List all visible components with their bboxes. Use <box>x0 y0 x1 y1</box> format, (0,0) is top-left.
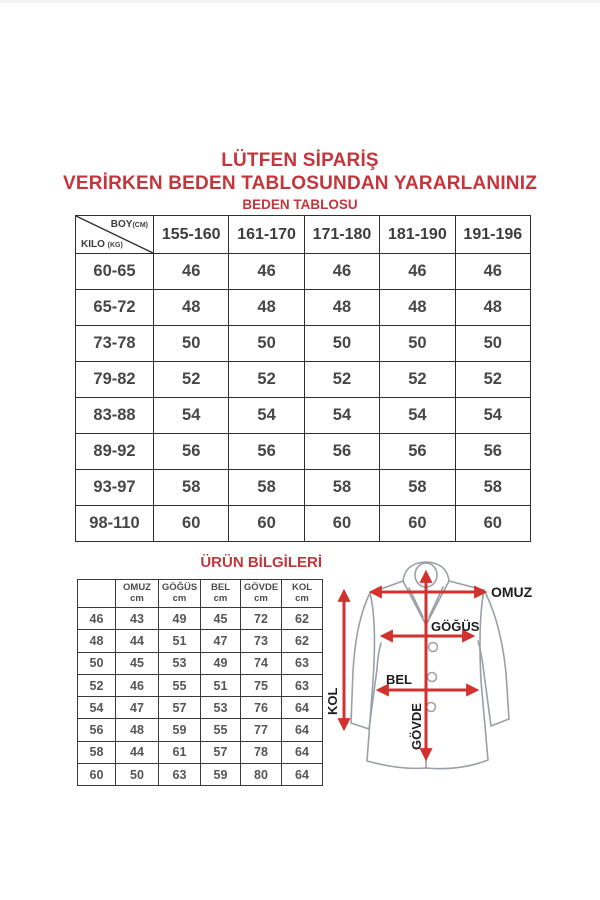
kilo-range-cell: 60-65 <box>76 254 154 290</box>
kilo-range-cell: 83-88 <box>76 398 154 434</box>
size-value-cell: 48 <box>229 290 304 326</box>
size-cell: 56 <box>78 719 116 741</box>
size-value-cell: 58 <box>380 470 455 506</box>
measure-value-cell: 80 <box>241 764 282 786</box>
size-value-cell: 50 <box>154 326 229 362</box>
coat-button-2 <box>428 673 437 682</box>
page-title <box>0 149 600 195</box>
measure-value-cell: 64 <box>282 741 323 763</box>
measure-value-cell: 44 <box>116 741 159 763</box>
product-table-row <box>78 674 323 696</box>
measure-value-cell: 45 <box>116 652 159 674</box>
size-value-cell: 58 <box>455 470 530 506</box>
size-table-title: BEDEN TABLOSU <box>242 197 358 212</box>
measure-value-cell: 49 <box>159 608 201 630</box>
kilo-range-cell: 89-92 <box>76 434 154 470</box>
kol-label: KOL <box>325 687 340 715</box>
coat-measurement-diagram <box>325 559 595 814</box>
product-table-row <box>78 764 323 786</box>
measure-value-cell: 47 <box>116 697 159 719</box>
measure-value-cell: 64 <box>282 764 323 786</box>
size-value-cell: 60 <box>304 506 379 542</box>
boy-range-header: 181-190 <box>380 216 455 254</box>
size-table-body <box>76 254 531 542</box>
measure-value-cell: 51 <box>159 630 201 652</box>
product-table-row <box>78 630 323 652</box>
measure-value-cell: 59 <box>201 764 241 786</box>
measure-value-cell: 62 <box>282 630 323 652</box>
measure-value-cell: 53 <box>201 697 241 719</box>
size-value-cell: 56 <box>229 434 304 470</box>
measure-value-cell: 45 <box>201 608 241 630</box>
size-table-header-row <box>76 216 531 254</box>
kilo-range-cell: 93-97 <box>76 470 154 506</box>
size-cell: 54 <box>78 697 116 719</box>
size-table-row <box>76 506 531 542</box>
size-value-cell: 58 <box>304 470 379 506</box>
size-value-cell: 50 <box>229 326 304 362</box>
product-info-table <box>77 579 323 786</box>
measure-value-cell: 73 <box>241 630 282 652</box>
coat-button-1 <box>429 643 438 652</box>
page-title-line1: LÜTFEN SİPARİŞ <box>221 150 379 171</box>
measure-value-cell: 47 <box>201 630 241 652</box>
size-table-row <box>76 362 531 398</box>
measure-value-cell: 44 <box>116 630 159 652</box>
size-table-row <box>76 254 531 290</box>
product-table-row <box>78 697 323 719</box>
measure-value-cell: 76 <box>241 697 282 719</box>
size-value-cell: 46 <box>455 254 530 290</box>
size-value-cell: 60 <box>154 506 229 542</box>
measure-value-cell: 63 <box>159 764 201 786</box>
measure-header: GÖVDE cm <box>241 580 282 608</box>
measure-value-cell: 64 <box>282 697 323 719</box>
measure-value-cell: 51 <box>201 674 241 696</box>
size-value-cell: 46 <box>304 254 379 290</box>
measure-value-cell: 77 <box>241 719 282 741</box>
product-table-corner-cell <box>78 580 116 608</box>
measure-value-cell: 49 <box>201 652 241 674</box>
page-title-line2: VERİRKEN BEDEN TABLOSUNDAN YARARLANINIZ <box>62 173 538 194</box>
coat-button-3 <box>427 703 436 712</box>
bel-label: BEL <box>386 672 412 687</box>
measure-value-cell: 50 <box>116 764 159 786</box>
measure-value-cell: 78 <box>241 741 282 763</box>
measure-value-cell: 63 <box>282 652 323 674</box>
kilo-range-cell: 65-72 <box>76 290 154 326</box>
measure-value-cell: 55 <box>201 719 241 741</box>
kilo-range-cell: 79-82 <box>76 362 154 398</box>
size-cell: 60 <box>78 764 116 786</box>
size-value-cell: 60 <box>380 506 455 542</box>
boy-range-header: 161-170 <box>229 216 304 254</box>
measure-value-cell: 46 <box>116 674 159 696</box>
measure-value-cell: 59 <box>159 719 201 741</box>
coat-left-sleeve <box>351 593 381 729</box>
size-table <box>75 215 531 542</box>
size-value-cell: 60 <box>229 506 304 542</box>
size-value-cell: 50 <box>380 326 455 362</box>
measure-value-cell: 72 <box>241 608 282 630</box>
measure-value-cell: 48 <box>116 719 159 741</box>
measure-value-cell: 64 <box>282 719 323 741</box>
corner-boy-label: BOY(CM) <box>110 219 148 230</box>
corner-kilo-label: KILO (KG) <box>81 239 123 250</box>
product-table-header-row <box>78 580 323 608</box>
gogus-label: GÖĞÜS <box>431 619 480 634</box>
measure-header: OMUZ cm <box>116 580 159 608</box>
measure-value-cell: 53 <box>159 652 201 674</box>
measure-value-cell: 63 <box>282 674 323 696</box>
size-table-row <box>76 398 531 434</box>
size-value-cell: 54 <box>154 398 229 434</box>
size-value-cell: 56 <box>304 434 379 470</box>
measure-value-cell: 55 <box>159 674 201 696</box>
size-value-cell: 54 <box>304 398 379 434</box>
measure-value-cell: 75 <box>241 674 282 696</box>
size-value-cell: 48 <box>304 290 379 326</box>
size-value-cell: 54 <box>455 398 530 434</box>
size-value-cell: 54 <box>380 398 455 434</box>
measure-value-cell: 61 <box>159 741 201 763</box>
size-value-cell: 54 <box>229 398 304 434</box>
measure-header: GÖĞÜS cm <box>159 580 201 608</box>
size-value-cell: 50 <box>455 326 530 362</box>
size-value-cell: 58 <box>229 470 304 506</box>
size-cell: 52 <box>78 674 116 696</box>
page-header <box>0 149 600 212</box>
govde-label: GÖVDE <box>409 703 424 750</box>
product-table-row <box>78 719 323 741</box>
boy-range-header: 171-180 <box>304 216 379 254</box>
size-table-corner-cell <box>76 216 154 254</box>
kilo-range-cell: 73-78 <box>76 326 154 362</box>
size-value-cell: 60 <box>455 506 530 542</box>
measure-value-cell: 57 <box>159 697 201 719</box>
coat-buttons <box>427 643 438 712</box>
size-value-cell: 52 <box>455 362 530 398</box>
measure-value-cell: 62 <box>282 608 323 630</box>
size-value-cell: 46 <box>380 254 455 290</box>
size-table-row <box>76 290 531 326</box>
size-table-row <box>76 434 531 470</box>
boy-range-header: 191-196 <box>455 216 530 254</box>
size-value-cell: 48 <box>380 290 455 326</box>
size-cell: 58 <box>78 741 116 763</box>
omuz-label: OMUZ <box>491 584 533 600</box>
size-value-cell: 56 <box>455 434 530 470</box>
product-info-title: ÜRÜN BİLGİLERİ <box>200 554 322 571</box>
size-value-cell: 56 <box>154 434 229 470</box>
measure-value-cell: 74 <box>241 652 282 674</box>
coat-right-shoulder <box>449 581 484 590</box>
product-table-body <box>78 608 323 786</box>
size-value-cell: 46 <box>229 254 304 290</box>
size-table-row <box>76 470 531 506</box>
size-value-cell: 52 <box>154 362 229 398</box>
size-value-cell: 52 <box>304 362 379 398</box>
product-table-row <box>78 741 323 763</box>
size-value-cell: 58 <box>154 470 229 506</box>
size-cell: 46 <box>78 608 116 630</box>
size-value-cell: 48 <box>455 290 530 326</box>
measure-header: KOL cm <box>282 580 323 608</box>
size-value-cell: 56 <box>380 434 455 470</box>
size-cell: 48 <box>78 630 116 652</box>
size-value-cell: 46 <box>154 254 229 290</box>
size-value-cell: 52 <box>380 362 455 398</box>
product-table-row <box>78 608 323 630</box>
kilo-range-cell: 98-110 <box>76 506 154 542</box>
size-value-cell: 50 <box>304 326 379 362</box>
boy-range-header: 155-160 <box>154 216 229 254</box>
size-table-row <box>76 326 531 362</box>
measure-header: BEL cm <box>201 580 241 608</box>
size-value-cell: 52 <box>229 362 304 398</box>
size-cell: 50 <box>78 652 116 674</box>
size-value-cell: 48 <box>154 290 229 326</box>
measure-value-cell: 57 <box>201 741 241 763</box>
product-table-row <box>78 652 323 674</box>
measure-value-cell: 43 <box>116 608 159 630</box>
